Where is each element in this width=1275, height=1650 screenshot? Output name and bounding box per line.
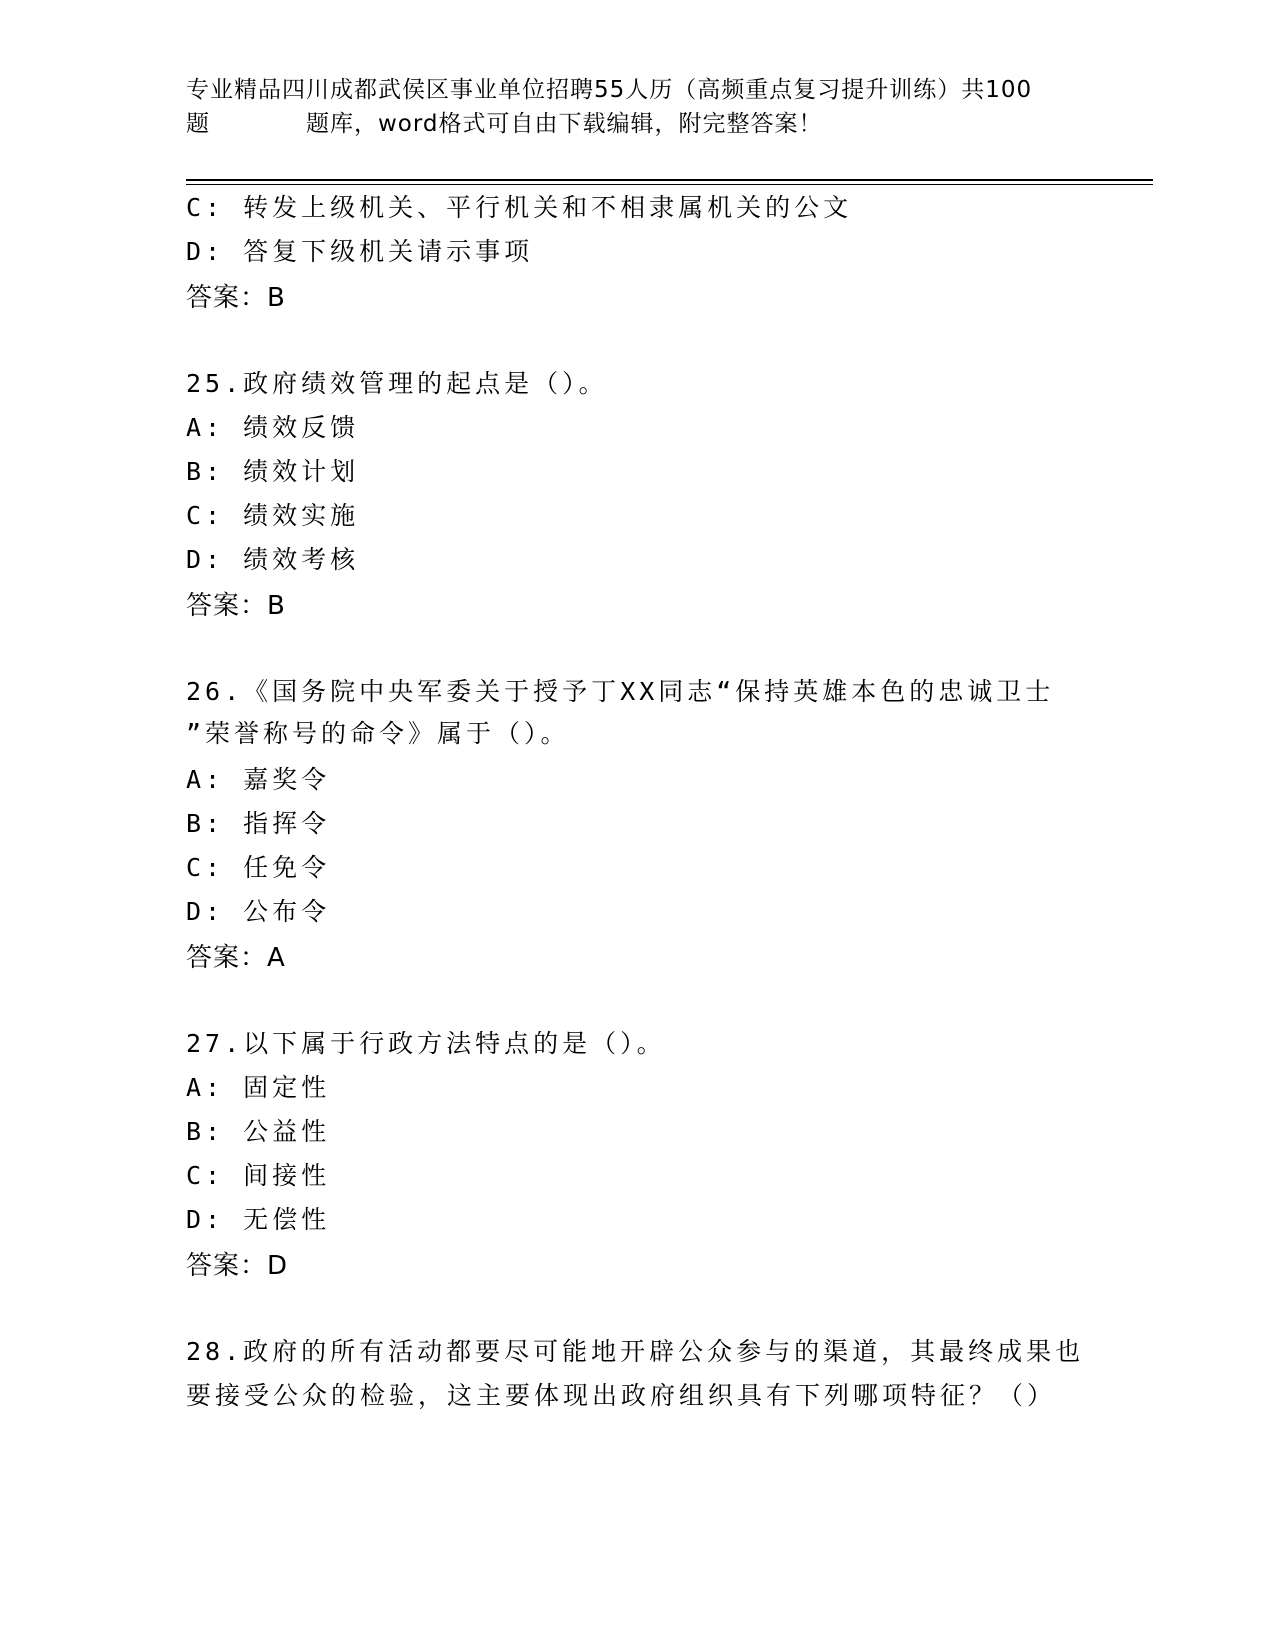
header-title-line2-b: 题库，word格式可自由下载编辑，附完整答案！	[306, 111, 823, 137]
question-28: 28.政府的所有活动都要尽可能地开辟公众参与的渠道，其最终成果也	[186, 1337, 1085, 1366]
answer-line: 答案：D	[186, 1251, 289, 1281]
answer-line: 答案：A	[186, 943, 286, 973]
header-title-line2	[186, 107, 1086, 141]
header-divider-thin	[186, 184, 1153, 185]
question-26-continued: ”荣誉称号的命令》属于（）。	[186, 719, 570, 748]
question-25: 25.政府绩效管理的起点是（）。	[186, 369, 608, 398]
question-26: 26.《国务院中央军委关于授予丁XX同志“保持英雄本色的忠诚卫士	[186, 677, 1055, 706]
header-divider-thick	[186, 179, 1153, 181]
answer-line: 答案：B	[186, 283, 286, 313]
question-27: 27.以下属于行政方法特点的是（）。	[186, 1029, 666, 1058]
option-c: C: 任免令	[186, 853, 331, 882]
option-d: D: 无偿性	[186, 1205, 331, 1234]
option-d: D: 公布令	[186, 897, 331, 926]
option-b: B: 绩效计划	[186, 457, 360, 486]
option-c: C: 绩效实施	[186, 501, 360, 530]
option-b: B: 指挥令	[186, 809, 331, 838]
option-a: A: 嘉奖令	[186, 765, 331, 794]
document-header	[186, 73, 1086, 141]
option-b: B: 公益性	[186, 1117, 331, 1146]
option-a: A: 绩效反馈	[186, 413, 360, 442]
question-28-continued: 要接受公众的检验，这主要体现出政府组织具有下列哪项特征？（）	[186, 1381, 1057, 1410]
option-d: D: 绩效考核	[186, 545, 360, 574]
option-a: A: 固定性	[186, 1073, 331, 1102]
header-title-line1: 专业精品四川成都武侯区事业单位招聘55人历（高频重点复习提升训练）共100	[186, 77, 1033, 103]
option-c: C: 间接性	[186, 1161, 331, 1190]
option-d: D: 答复下级机关请示事项	[186, 237, 534, 266]
header-title-line2-a: 题	[186, 111, 210, 137]
option-c: C: 转发上级机关、平行机关和不相隶属机关的公文	[186, 193, 853, 222]
answer-line: 答案：B	[186, 591, 286, 621]
